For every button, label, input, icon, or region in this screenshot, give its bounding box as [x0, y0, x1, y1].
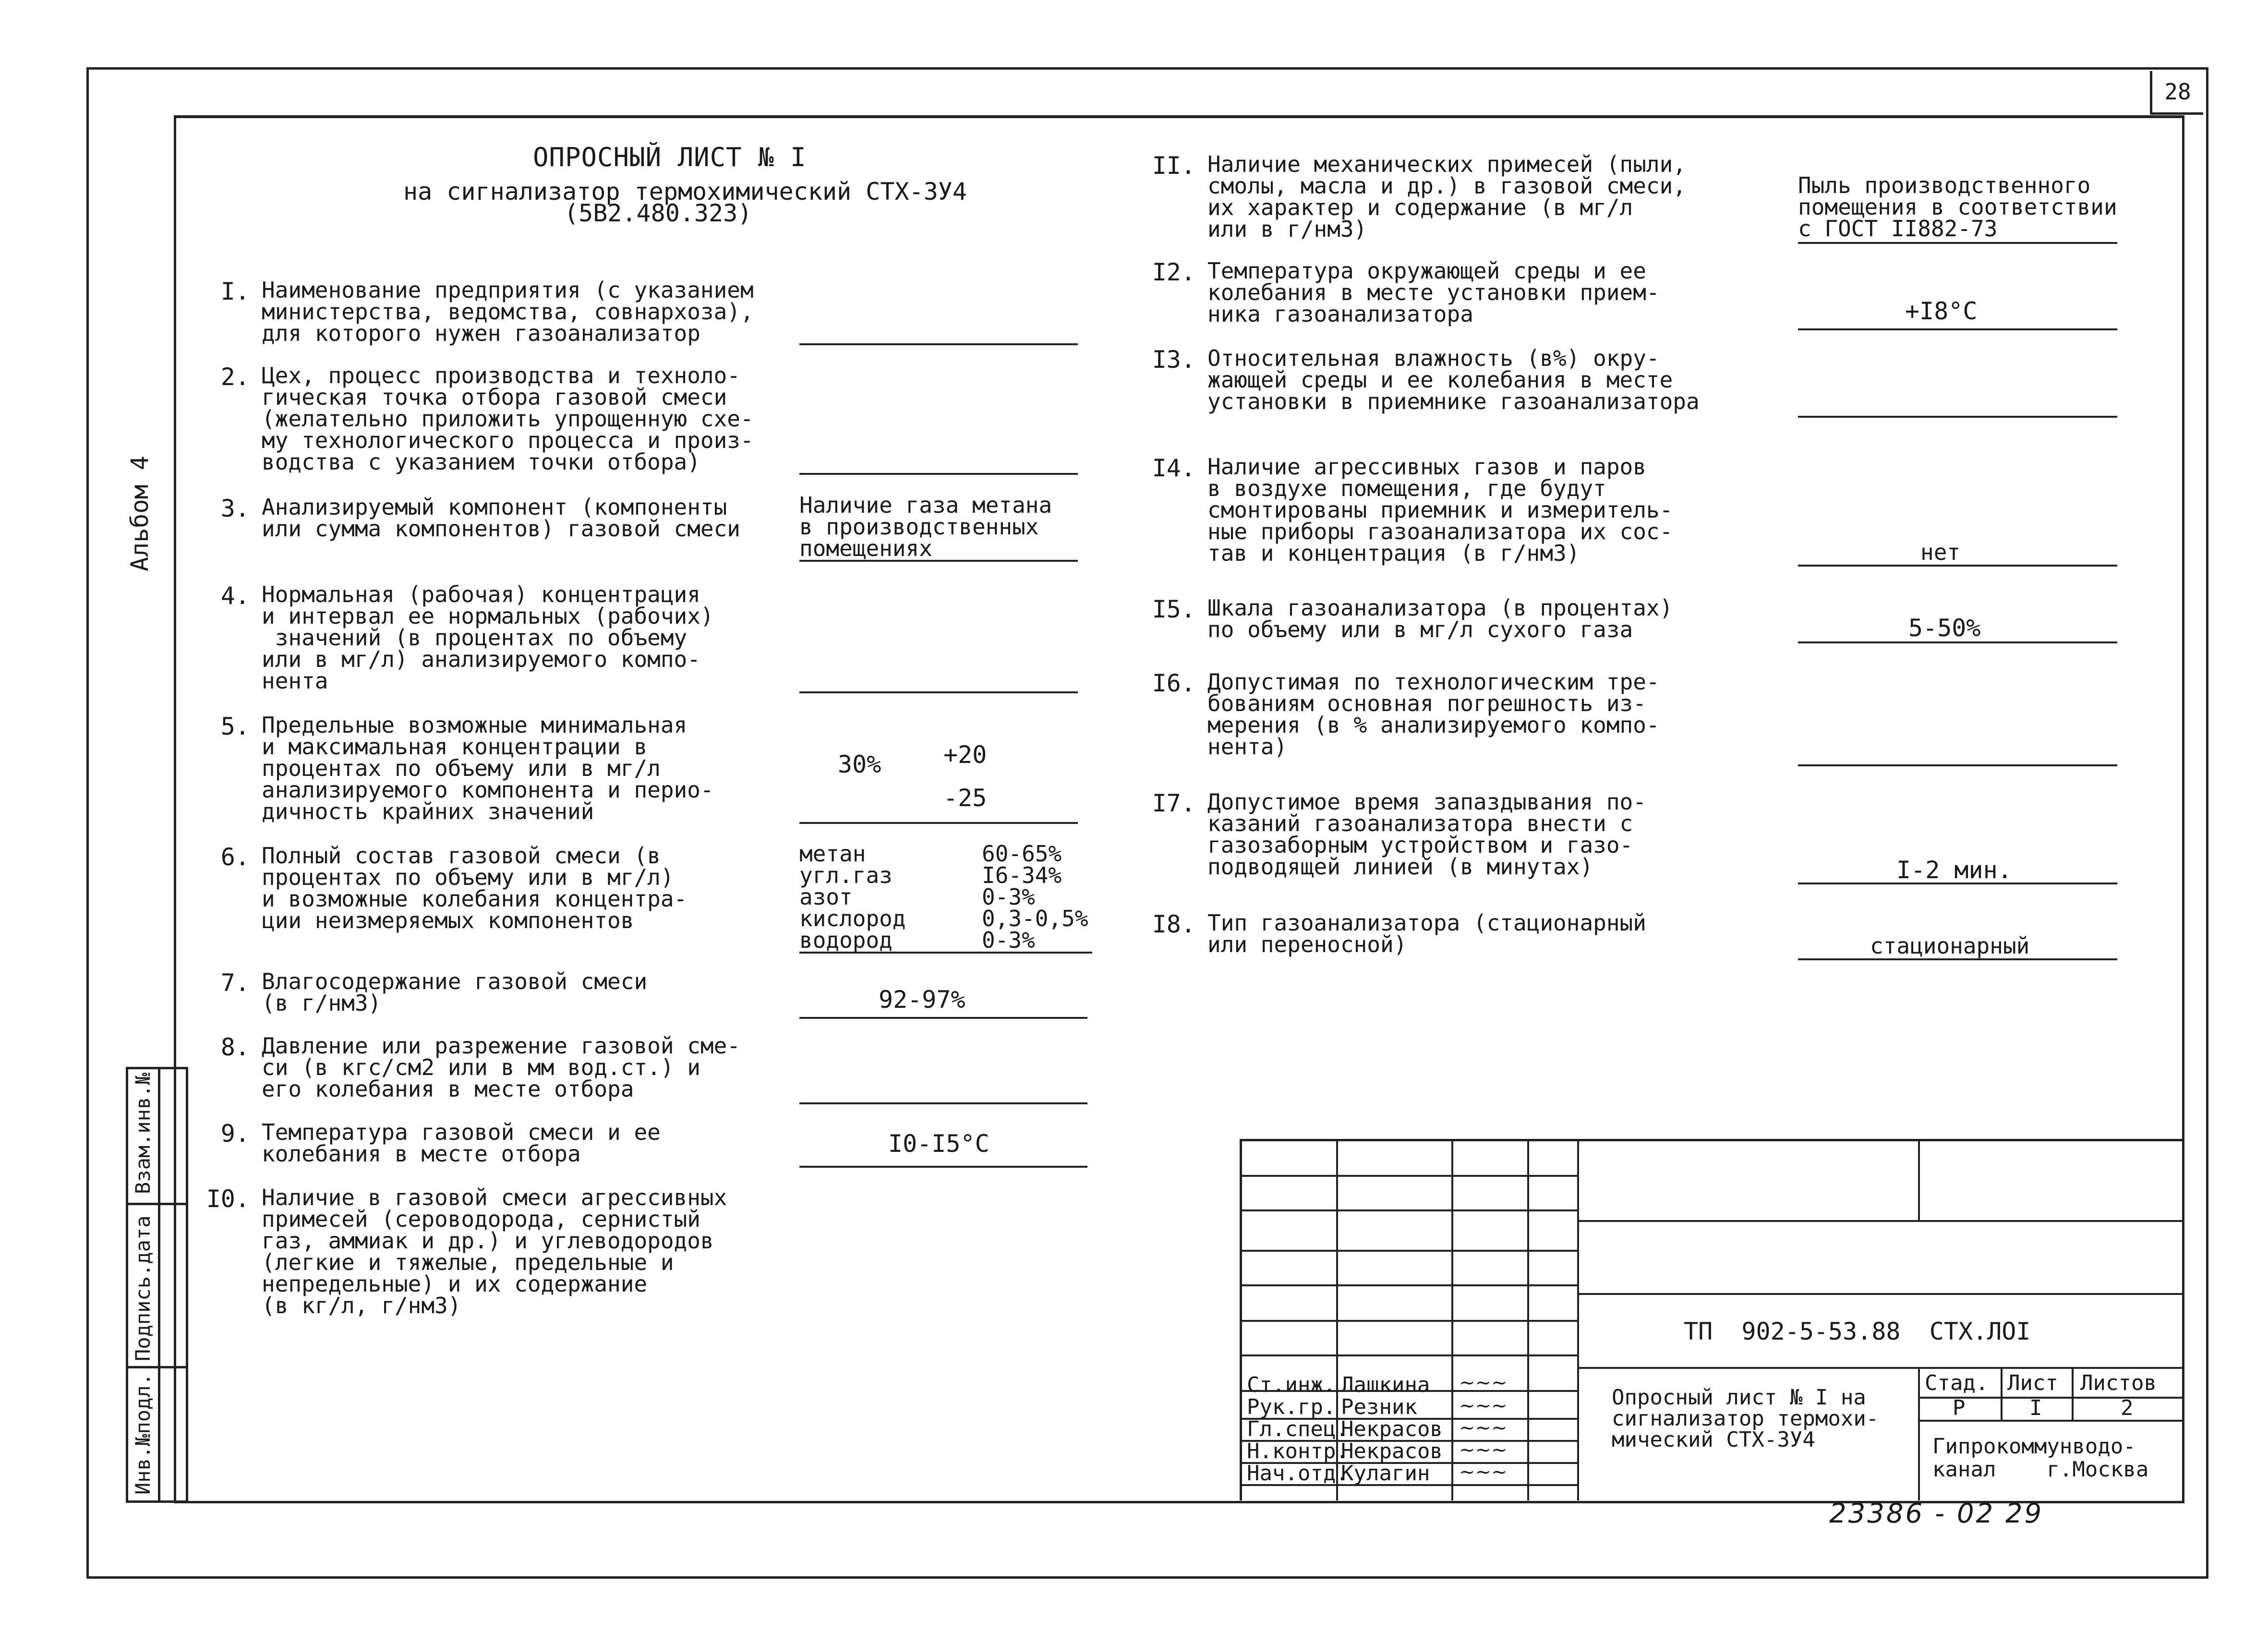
- question-number: I5.: [1152, 595, 1195, 623]
- answer-line: [1798, 328, 2117, 330]
- answer-text: Пыль производственного помещения в соответствии с ГОСТ II882-73: [1798, 172, 2117, 242]
- question-text: Шкала газоанализатора (в процентах) по объему или в мг/л сухого газа: [1207, 595, 1673, 642]
- side-strip: [126, 1067, 188, 1503]
- side-label-signature-date: Подпись.дата: [131, 1215, 155, 1361]
- question-number: I6.: [1152, 669, 1195, 697]
- answer-line: [799, 822, 1078, 824]
- question-text: Анализируемый компонент (компоненты или сумма компонентов) газовой смеси: [262, 494, 740, 542]
- answer-line: [1798, 565, 2117, 567]
- gas-value: I6-34%: [982, 862, 1062, 888]
- question-text: Предельные возможные минимальная и максимальная концентрации в процентах по объему или в мг/л анализируемого компонента и перио- дичность крайних значений: [262, 712, 714, 824]
- answer-text: +I8°C: [1905, 297, 1978, 325]
- side-cell-signature-date: [128, 1203, 186, 1368]
- signature-name: Кулагин: [1341, 1461, 1430, 1486]
- question-text: Допустимая по технологическим тре- бованиям основная погрешность из- мерения (в % анализируемого компо- нента): [1207, 669, 1660, 760]
- answer-line: [1798, 958, 2117, 960]
- page-title: ОПРОСНЫЙ ЛИСТ № I: [533, 142, 807, 172]
- document-code: (5В2.480.323): [564, 199, 752, 227]
- question-number: 3.: [220, 495, 250, 522]
- question-number: 9.: [220, 1120, 250, 1148]
- question-text: Нормальная (рабочая) концентрация и интервал ее нормальных (рабочих) значений (в процентах по объему или в мг/л) анализируемого компо- нента: [262, 581, 714, 694]
- question-number: 7.: [220, 969, 250, 997]
- signature-role: Н.контр.: [1247, 1439, 1349, 1463]
- signature-name: Резник: [1341, 1395, 1417, 1419]
- question-text: Наличие в газовой смеси агрессивных примесей (сероводорода, сернистый газ, аммиак и др.) и углеводородов (легкие и тяжелые, предельные и непредельные) и их содержание (в кг/л, г/нм3): [262, 1185, 727, 1318]
- signature-name: Некрасов: [1341, 1417, 1443, 1441]
- question-text: Наличие механических примесей (пыли, смолы, масла и др.) в газовой смеси, их характер и содержание (в мг/л или в г/нм3): [1207, 151, 1686, 242]
- signature-role: Ст.инж.: [1247, 1373, 1336, 1397]
- signature-name: Лашкина: [1341, 1373, 1430, 1397]
- answer-plus: +20: [943, 741, 987, 769]
- side-cell-original-inv: [128, 1366, 186, 1500]
- question-number: I2.: [1152, 258, 1195, 286]
- gas-name: азот: [799, 884, 853, 910]
- sheet-value: I: [2029, 1396, 2042, 1420]
- question-number: 8.: [220, 1033, 250, 1061]
- answer-line: [799, 952, 1092, 954]
- answer-text: 5-50%: [1908, 614, 1981, 642]
- question-number: I3.: [1152, 346, 1195, 374]
- question-number: 2.: [220, 363, 250, 391]
- answer-text: I0-I5°C: [888, 1130, 989, 1158]
- page-subtitle: на сигнализатор термохимический СТХ-3У4: [403, 178, 967, 206]
- answer-text: I-2 мин.: [1896, 856, 2012, 884]
- question-number: I7.: [1152, 789, 1195, 817]
- handwritten-signature: ~~~: [1459, 1417, 1508, 1439]
- answer-text: 92-97%: [879, 986, 965, 1014]
- handwritten-signature: ~~~: [1459, 1439, 1508, 1461]
- question-text: Влагосодержание газовой смеси (в г/нм3): [262, 968, 648, 1016]
- question-text: Давление или разрежение газовой сме- си (в кгс/см2 или в мм вод.ст.) и его колебания в месте отбора: [262, 1033, 740, 1102]
- stage-value: Р: [1953, 1396, 1966, 1420]
- handwritten-signature: ~~~: [1459, 1461, 1508, 1483]
- question-number: 6.: [220, 843, 250, 871]
- question-text: Допустимое время запаздывания по- казаний газоанализатора внести с газозаборным устройством и газо- подводящей линией (в минутах): [1207, 789, 1646, 880]
- side-label-original-inv: Инв.№подл.: [131, 1373, 155, 1495]
- answer-minus: -25: [943, 784, 987, 812]
- question-text: Полный состав газовой смеси (в процентах по объему или в мг/л) и возможные колебания концентра- ции неизмеряемых компонентов: [262, 843, 688, 933]
- signature-role: Нач.отд.: [1247, 1461, 1349, 1486]
- gas-name: угл.газ: [799, 862, 893, 888]
- answer-line: [1798, 641, 2117, 643]
- answer-text: нет: [1920, 539, 1961, 565]
- question-text: Цех, процесс производства и техноло- гическая точка отбора газовой смеси (желательно приложить упрощенную схе- му технологического процесса и произ- водства с указанием точки отбора): [262, 363, 754, 475]
- signature-role: Рук.гр.: [1247, 1395, 1336, 1419]
- question-number: II.: [1152, 152, 1195, 180]
- title-block: [1240, 1139, 2182, 1500]
- signature-name: Некрасов: [1341, 1439, 1443, 1463]
- sheet-label: Лист: [2007, 1371, 2058, 1395]
- answer-line: [799, 343, 1078, 345]
- answer-line: [799, 560, 1078, 562]
- signature-role: Гл.спец.: [1247, 1417, 1349, 1441]
- answer-line: [1798, 882, 2117, 884]
- stage-label: Стад.: [1925, 1371, 1989, 1395]
- handwritten-signature: ~~~: [1459, 1372, 1508, 1394]
- question-text: Относительная влажность (в%) окру- жающей среды и ее колебания в месте установки в приемнике газоанализатора: [1207, 345, 1700, 414]
- sheets-label: Листов: [2080, 1371, 2157, 1395]
- answer-line: [799, 1017, 1087, 1019]
- drawing-code: ТП 902-5-53.88 СТХ.ЛОI: [1684, 1318, 2031, 1345]
- sheet-description: Опросный лист № I на сигнализатор термохи- мический СТХ-3У4: [1612, 1385, 1879, 1452]
- gas-value: 0,3-0,5%: [982, 906, 1088, 931]
- question-text: Наименование предприятия (с указанием министерства, ведомства, совнархоза), для которого нужен газоанализатор: [262, 277, 754, 346]
- question-number: 5.: [220, 713, 250, 740]
- side-label-replaced-inv: Взам.инв.№: [131, 1073, 155, 1194]
- question-number: I8.: [1152, 910, 1195, 938]
- gas-name: метан: [799, 841, 866, 867]
- answer-line: [799, 473, 1078, 475]
- answer-line: [799, 1166, 1087, 1168]
- answer-text: Наличие газа метана в производственных помещениях: [799, 492, 1052, 561]
- question-text: Температура окружающей среды и ее колебания в месте установки прием- ника газоанализатора: [1207, 258, 1660, 327]
- gas-name: водород: [799, 927, 893, 953]
- answer-line: [799, 691, 1078, 693]
- question-text: Наличие агрессивных газов и паров в воздухе помещения, где будут смонтированы приемник и измеритель- ные приборы газоанализатора их сос- тав и концентрация (в г/нм3): [1207, 454, 1673, 566]
- sheets-value: 2: [2121, 1396, 2134, 1420]
- question-number: 4.: [220, 582, 250, 610]
- organization: Гипрокоммунводо- канал г.Москва: [1932, 1434, 2149, 1482]
- answer-text: 30%: [838, 750, 881, 778]
- page-number: 28: [2150, 71, 2203, 115]
- question-text: Тип газоанализатора (стационарный или переносной): [1207, 910, 1646, 957]
- handwritten-signature: ~~~: [1459, 1395, 1508, 1417]
- gas-value: 0-3%: [982, 927, 1035, 953]
- question-text: Температура газовой смеси и ее колебания в месте отбора: [262, 1119, 661, 1167]
- gas-value: 60-65%: [982, 841, 1062, 867]
- answer-line: [1798, 242, 2117, 244]
- gas-name: кислород: [799, 906, 906, 931]
- question-number: I0.: [206, 1185, 250, 1213]
- archive-number: 23386 - 02 29: [1829, 1498, 2044, 1529]
- question-number: I.: [220, 278, 250, 305]
- question-number: I4.: [1152, 454, 1195, 482]
- side-cell-replaced-inv: [128, 1069, 186, 1205]
- album-label: Альбом 4: [126, 456, 154, 571]
- answer-line: [1798, 764, 2117, 766]
- answer-line: [1798, 416, 2117, 418]
- answer-text: стационарный: [1870, 933, 2030, 959]
- gas-value: 0-3%: [982, 884, 1035, 910]
- answer-line: [799, 1102, 1087, 1104]
